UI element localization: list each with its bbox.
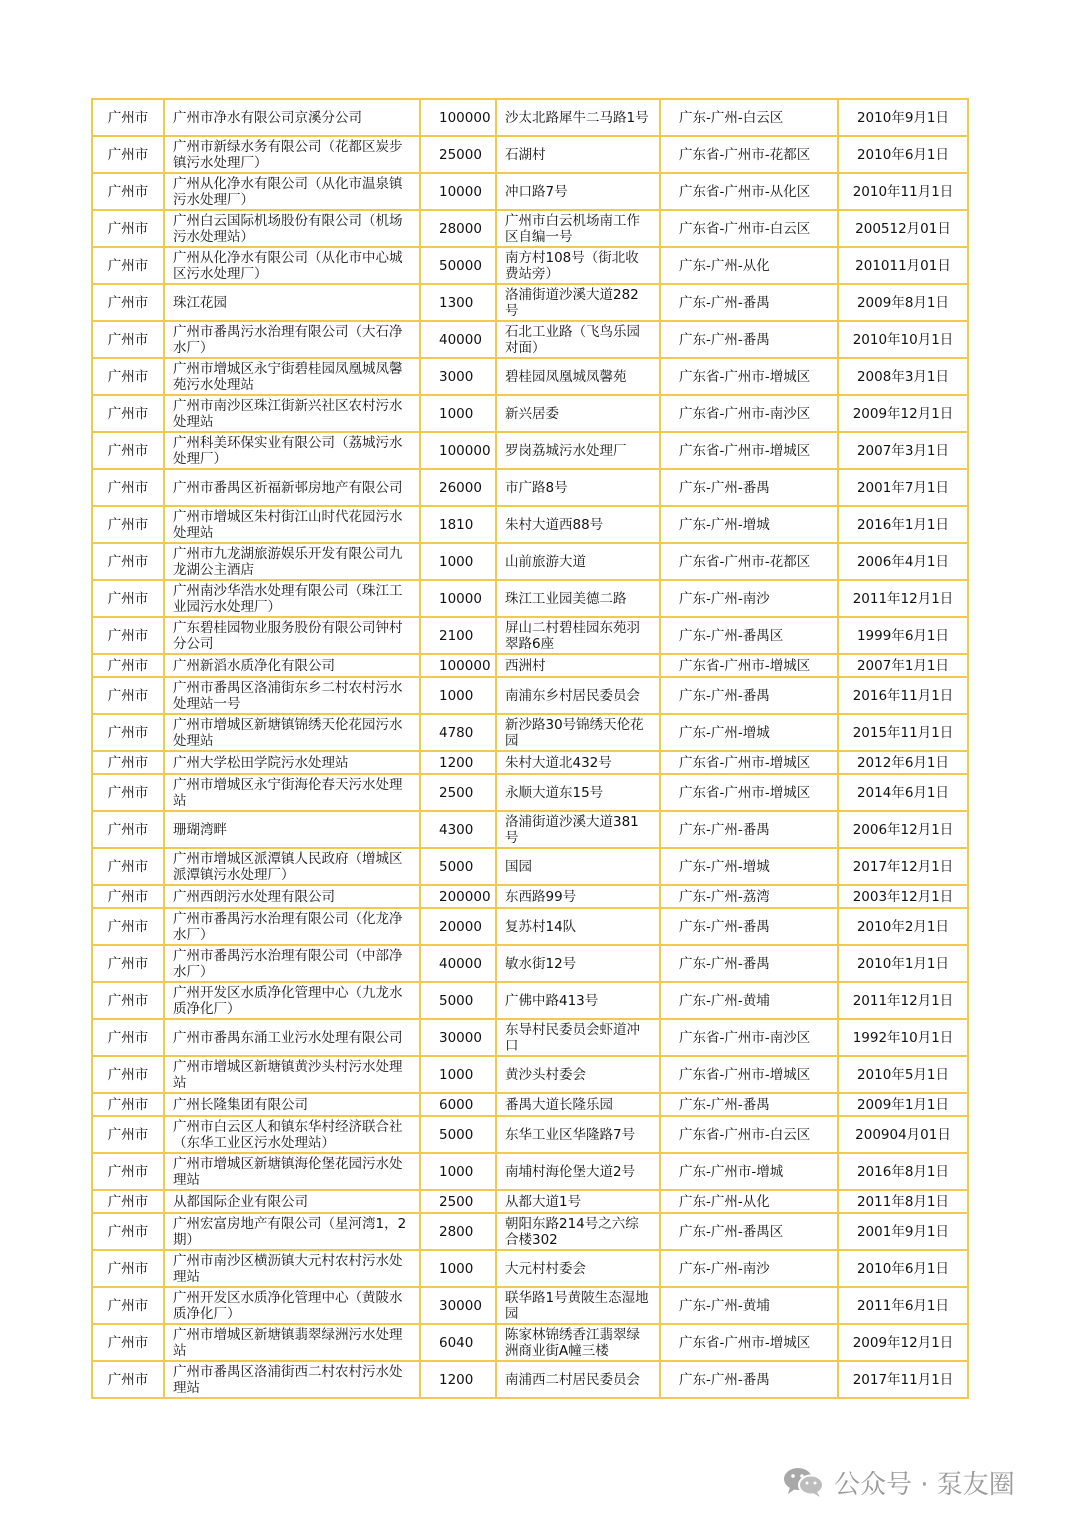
capacity-cell: 4300 (420, 811, 496, 848)
region-cell: 广东省-广州市-增城区 (660, 1324, 838, 1361)
city-cell: 广州市 (92, 677, 164, 714)
region-cell: 广东-广州-番禺 (660, 908, 838, 945)
region-cell: 广东省-广州市-白云区 (660, 1116, 838, 1153)
table-row (92, 945, 968, 982)
address-cell: 罗岗荔城污水处理厂 (496, 432, 660, 469)
facility-name-cell: 广州科美环保实业有限公司（荔城污水处理厂） (164, 432, 420, 469)
address-cell: 朱村大道北432号 (496, 751, 660, 774)
region-cell: 广东省-广州市-南沙区 (660, 395, 838, 432)
city-cell: 广州市 (92, 1116, 164, 1153)
capacity-cell: 1000 (420, 543, 496, 580)
facility-name-cell: 广州市增城区派潭镇人民政府（增城区派潭镇污水处理厂） (164, 848, 420, 885)
date-cell: 2009年12月1日 (838, 395, 968, 432)
table-row (92, 543, 968, 580)
table-row (92, 1190, 968, 1213)
table-row (92, 908, 968, 945)
date-cell: 2007年1月1日 (838, 654, 968, 677)
city-cell: 广州市 (92, 358, 164, 395)
facility-name-cell: 广州市增城区新塘镇黄沙头村污水处理站 (164, 1056, 420, 1093)
address-cell: 广州市白云机场南工作区自编一号 (496, 210, 660, 247)
facility-name-cell: 广州市番禺污水治理有限公司（大石净水厂） (164, 321, 420, 358)
facility-name-cell: 广州大学松田学院污水处理站 (164, 751, 420, 774)
capacity-cell: 30000 (420, 1019, 496, 1056)
facility-name-cell: 广州从化净水有限公司（从化市温泉镇污水处理厂） (164, 173, 420, 210)
city-cell: 广州市 (92, 1019, 164, 1056)
facility-name-cell: 广州市番禺区祈福新邨房地产有限公司 (164, 469, 420, 506)
facility-name-cell: 广州白云国际机场股份有限公司（机场污水处理站） (164, 210, 420, 247)
city-cell: 广州市 (92, 506, 164, 543)
date-cell: 2011年8月1日 (838, 1190, 968, 1213)
region-cell: 广东省-广州市-增城区 (660, 1056, 838, 1093)
city-cell: 广州市 (92, 751, 164, 774)
date-cell: 2009年8月1日 (838, 284, 968, 321)
capacity-cell: 10000 (420, 580, 496, 617)
region-cell: 广东-广州-番禺 (660, 677, 838, 714)
region-cell: 广东-广州-增城 (660, 714, 838, 751)
facility-name-cell: 广州南沙华浩水处理有限公司（珠江工业园污水处理厂） (164, 580, 420, 617)
region-cell: 广东-广州-白云区 (660, 99, 838, 136)
capacity-cell: 5000 (420, 982, 496, 1019)
city-cell: 广州市 (92, 1213, 164, 1250)
facility-name-cell: 广州市番禺污水治理有限公司（化龙净水厂） (164, 908, 420, 945)
facility-name-cell: 广州开发区水质净化管理中心（黄陂水质净化厂） (164, 1287, 420, 1324)
address-cell: 冲口路7号 (496, 173, 660, 210)
city-cell: 广州市 (92, 1093, 164, 1116)
capacity-cell: 1000 (420, 677, 496, 714)
table-row (92, 1093, 968, 1116)
table-row (92, 506, 968, 543)
date-cell: 200512月01日 (838, 210, 968, 247)
address-cell: 洛浦街道沙溪大道282号 (496, 284, 660, 321)
facility-name-cell: 广州市增城区新塘镇锦绣天伦花园污水处理站 (164, 714, 420, 751)
facility-name-cell: 广州新滔水质净化有限公司 (164, 654, 420, 677)
facility-name-cell: 广东碧桂园物业服务股份有限公司钟村分公司 (164, 617, 420, 654)
city-cell: 广州市 (92, 1190, 164, 1213)
region-cell: 广东省-广州市-从化区 (660, 173, 838, 210)
date-cell: 2010年9月1日 (838, 99, 968, 136)
facility-name-cell: 广州长隆集团有限公司 (164, 1093, 420, 1116)
facility-name-cell: 广州市新绿水务有限公司（花都区炭步镇污水处理厂） (164, 136, 420, 173)
date-cell: 2008年3月1日 (838, 358, 968, 395)
facility-name-cell: 广州市增城区永宁街海伦春天污水处理站 (164, 774, 420, 811)
date-cell: 2001年7月1日 (838, 469, 968, 506)
date-cell: 2011年12月1日 (838, 580, 968, 617)
address-cell: 敏水街12号 (496, 945, 660, 982)
region-cell: 广东-广州-从化 (660, 247, 838, 284)
date-cell: 2010年2月1日 (838, 908, 968, 945)
address-cell: 朝阳东路214号之六综合楼302 (496, 1213, 660, 1250)
region-cell: 广东-广州-番禺 (660, 284, 838, 321)
region-cell: 广东省-广州市-增城区 (660, 654, 838, 677)
date-cell: 2010年1月1日 (838, 945, 968, 982)
table-row (92, 284, 968, 321)
address-cell: 市广路8号 (496, 469, 660, 506)
city-cell: 广州市 (92, 247, 164, 284)
city-cell: 广州市 (92, 136, 164, 173)
capacity-cell: 100000 (420, 654, 496, 677)
table-row (92, 848, 968, 885)
address-cell: 新沙路30号锦绣天伦花园 (496, 714, 660, 751)
table-row (92, 654, 968, 677)
city-cell: 广州市 (92, 395, 164, 432)
region-cell: 广东-广州-黄埔 (660, 1287, 838, 1324)
date-cell: 2001年9月1日 (838, 1213, 968, 1250)
address-cell: 复苏村14队 (496, 908, 660, 945)
capacity-cell: 5000 (420, 848, 496, 885)
date-cell: 2009年1月1日 (838, 1093, 968, 1116)
table-row (92, 173, 968, 210)
facility-name-cell: 从都国际企业有限公司 (164, 1190, 420, 1213)
facility-name-cell: 广州市九龙湖旅游娱乐开发有限公司九龙湖公主酒店 (164, 543, 420, 580)
region-cell: 广东-广州-从化 (660, 1190, 838, 1213)
region-cell: 广东-广州-增城 (660, 506, 838, 543)
wechat-icon (782, 1465, 826, 1499)
table-row (92, 885, 968, 908)
address-cell: 碧桂园凤凰城凤馨苑 (496, 358, 660, 395)
region-cell: 广东省-广州市-花都区 (660, 543, 838, 580)
date-cell: 2017年12月1日 (838, 848, 968, 885)
address-cell: 从都大道1号 (496, 1190, 660, 1213)
capacity-cell: 100000 (420, 99, 496, 136)
date-cell: 1992年10月1日 (838, 1019, 968, 1056)
watermark-text: 公众号 · 泵友圈 (834, 1469, 1015, 1500)
region-cell: 广东省-广州市-增城区 (660, 358, 838, 395)
facility-name-cell: 广州市增城区新塘镇翡翠绿洲污水处理站 (164, 1324, 420, 1361)
address-cell: 屏山二村碧桂园东苑羽翠路6座 (496, 617, 660, 654)
date-cell: 2011年6月1日 (838, 1287, 968, 1324)
city-cell: 广州市 (92, 1153, 164, 1190)
table-row (92, 1213, 968, 1250)
date-cell: 2017年11月1日 (838, 1361, 968, 1398)
table-row (92, 714, 968, 751)
address-cell: 联华路1号黄陂生态湿地园 (496, 1287, 660, 1324)
city-cell: 广州市 (92, 982, 164, 1019)
facility-name-cell: 广州市番禺污水治理有限公司（中部净水厂） (164, 945, 420, 982)
facility-name-cell: 广州市南沙区横沥镇大元村农村污水处理站 (164, 1250, 420, 1287)
capacity-cell: 10000 (420, 173, 496, 210)
address-cell: 广佛中路413号 (496, 982, 660, 1019)
city-cell: 广州市 (92, 714, 164, 751)
capacity-cell: 5000 (420, 1116, 496, 1153)
capacity-cell: 6040 (420, 1324, 496, 1361)
date-cell: 2009年12月1日 (838, 1324, 968, 1361)
facility-name-cell: 广州开发区水质净化管理中心（九龙水质净化厂） (164, 982, 420, 1019)
city-cell: 广州市 (92, 617, 164, 654)
city-cell: 广州市 (92, 99, 164, 136)
table-row (92, 358, 968, 395)
region-cell: 广东-广州-黄埔 (660, 982, 838, 1019)
table-row (92, 982, 968, 1019)
city-cell: 广州市 (92, 885, 164, 908)
address-cell: 南浦西二村居民委员会 (496, 1361, 660, 1398)
date-cell: 1999年6月1日 (838, 617, 968, 654)
address-cell: 东导村民委员会虾道冲口 (496, 1019, 660, 1056)
date-cell: 2003年12月1日 (838, 885, 968, 908)
capacity-cell: 200000 (420, 885, 496, 908)
address-cell: 洛浦街道沙溪大道381号 (496, 811, 660, 848)
address-cell: 西洲村 (496, 654, 660, 677)
date-cell: 2016年11月1日 (838, 677, 968, 714)
address-cell: 珠江工业园美德二路 (496, 580, 660, 617)
table-row (92, 1116, 968, 1153)
capacity-cell: 6000 (420, 1093, 496, 1116)
city-cell: 广州市 (92, 945, 164, 982)
city-cell: 广州市 (92, 173, 164, 210)
address-cell: 石湖村 (496, 136, 660, 173)
capacity-cell: 1200 (420, 1361, 496, 1398)
region-cell: 广东-广州-南沙 (660, 1250, 838, 1287)
city-cell: 广州市 (92, 774, 164, 811)
facility-name-cell: 广州市白云区人和镇东华村经济联合社（东华工业区污水处理站） (164, 1116, 420, 1153)
table-row (92, 1153, 968, 1190)
capacity-cell: 20000 (420, 908, 496, 945)
table-row (92, 774, 968, 811)
facility-name-cell: 广州宏富房地产有限公司（星河湾1，2期） (164, 1213, 420, 1250)
address-cell: 南浦东乡村居民委员会 (496, 677, 660, 714)
region-cell: 广东省-广州市-白云区 (660, 210, 838, 247)
city-cell: 广州市 (92, 321, 164, 358)
facility-name-cell: 广州市增城区朱村街江山时代花园污水处理站 (164, 506, 420, 543)
date-cell: 2016年8月1日 (838, 1153, 968, 1190)
facility-table (91, 98, 969, 1399)
date-cell: 200904月01日 (838, 1116, 968, 1153)
region-cell: 广东省-广州市-花都区 (660, 136, 838, 173)
capacity-cell: 2800 (420, 1213, 496, 1250)
region-cell: 广东-广州-番禺区 (660, 617, 838, 654)
region-cell: 广东-广州-番禺 (660, 1093, 838, 1116)
city-cell: 广州市 (92, 654, 164, 677)
table-row (92, 1287, 968, 1324)
table-row (92, 1019, 968, 1056)
city-cell: 广州市 (92, 1056, 164, 1093)
region-cell: 广东-广州-荔湾 (660, 885, 838, 908)
capacity-cell: 1300 (420, 284, 496, 321)
date-cell: 2006年12月1日 (838, 811, 968, 848)
address-cell: 东华工业区华隆路7号 (496, 1116, 660, 1153)
capacity-cell: 25000 (420, 136, 496, 173)
region-cell: 广东省-广州市-增城区 (660, 774, 838, 811)
date-cell: 2015年11月1日 (838, 714, 968, 751)
region-cell: 广东-广州-南沙 (660, 580, 838, 617)
table-row (92, 99, 968, 136)
region-cell: 广东省-广州市-增城区 (660, 432, 838, 469)
capacity-cell: 30000 (420, 1287, 496, 1324)
region-cell: 广东省-广州市-南沙区 (660, 1019, 838, 1056)
region-cell: 广东-广州-增城 (660, 848, 838, 885)
table-row (92, 395, 968, 432)
capacity-cell: 40000 (420, 321, 496, 358)
date-cell: 2006年4月1日 (838, 543, 968, 580)
facility-name-cell: 广州从化净水有限公司（从化市中心城区污水处理厂） (164, 247, 420, 284)
table-row (92, 1361, 968, 1398)
date-cell: 2010年5月1日 (838, 1056, 968, 1093)
city-cell: 广州市 (92, 210, 164, 247)
capacity-cell: 2500 (420, 1190, 496, 1213)
capacity-cell: 40000 (420, 945, 496, 982)
address-cell: 山前旅游大道 (496, 543, 660, 580)
city-cell: 广州市 (92, 1287, 164, 1324)
address-cell: 朱村大道西88号 (496, 506, 660, 543)
city-cell: 广州市 (92, 432, 164, 469)
table-row (92, 617, 968, 654)
table-row (92, 247, 968, 284)
address-cell: 大元村村委会 (496, 1250, 660, 1287)
table-row (92, 469, 968, 506)
region-cell: 广东-广州-番禺 (660, 1361, 838, 1398)
address-cell: 番禺大道长隆乐园 (496, 1093, 660, 1116)
address-cell: 国园 (496, 848, 660, 885)
capacity-cell: 26000 (420, 469, 496, 506)
address-cell: 东西路99号 (496, 885, 660, 908)
facility-table-body (92, 99, 968, 1398)
table-row (92, 321, 968, 358)
city-cell: 广州市 (92, 1250, 164, 1287)
city-cell: 广州市 (92, 848, 164, 885)
date-cell: 2016年1月1日 (838, 506, 968, 543)
table-row (92, 751, 968, 774)
facility-name-cell: 广州市净水有限公司京溪分公司 (164, 99, 420, 136)
capacity-cell: 4780 (420, 714, 496, 751)
date-cell: 2010年10月1日 (838, 321, 968, 358)
capacity-cell: 100000 (420, 432, 496, 469)
region-cell: 广东省-广州市-增城区 (660, 751, 838, 774)
date-cell: 2014年6月1日 (838, 774, 968, 811)
address-cell: 南埔村海伦堡大道2号 (496, 1153, 660, 1190)
facility-name-cell: 珊瑚湾畔 (164, 811, 420, 848)
address-cell: 新兴居委 (496, 395, 660, 432)
address-cell: 沙太北路犀牛二马路1号 (496, 99, 660, 136)
facility-name-cell: 广州市番禺区洛浦街东乡二村农村污水处理站一号 (164, 677, 420, 714)
date-cell: 2012年6月1日 (838, 751, 968, 774)
facility-name-cell: 广州市南沙区珠江街新兴社区农村污水处理站 (164, 395, 420, 432)
date-cell: 2010年6月1日 (838, 136, 968, 173)
capacity-cell: 2100 (420, 617, 496, 654)
facility-name-cell: 珠江花园 (164, 284, 420, 321)
address-cell: 南方村108号（街北收费站旁） (496, 247, 660, 284)
date-cell: 201011月01日 (838, 247, 968, 284)
table-row (92, 136, 968, 173)
facility-name-cell: 广州市番禺区洛浦街西二村农村污水处理站 (164, 1361, 420, 1398)
capacity-cell: 1200 (420, 751, 496, 774)
table-row (92, 1056, 968, 1093)
watermark (782, 1462, 1015, 1502)
capacity-cell: 1810 (420, 506, 496, 543)
table-row (92, 677, 968, 714)
capacity-cell: 1000 (420, 1056, 496, 1093)
capacity-cell: 1000 (420, 1250, 496, 1287)
capacity-cell: 2500 (420, 774, 496, 811)
region-cell: 广东-广州-番禺 (660, 811, 838, 848)
facility-name-cell: 广州市番禺东涌工业污水处理有限公司 (164, 1019, 420, 1056)
capacity-cell: 28000 (420, 210, 496, 247)
capacity-cell: 1000 (420, 1153, 496, 1190)
address-cell: 黄沙头村委会 (496, 1056, 660, 1093)
region-cell: 广东-广州-番禺区 (660, 1213, 838, 1250)
city-cell: 广州市 (92, 908, 164, 945)
facility-name-cell: 广州市增城区新塘镇海伦堡花园污水处理站 (164, 1153, 420, 1190)
table-row (92, 432, 968, 469)
date-cell: 2010年6月1日 (838, 1250, 968, 1287)
region-cell: 广东-广州-番禺 (660, 469, 838, 506)
date-cell: 2011年12月1日 (838, 982, 968, 1019)
address-cell: 石北工业路（飞鸟乐园对面） (496, 321, 660, 358)
city-cell: 广州市 (92, 469, 164, 506)
table-row (92, 1250, 968, 1287)
capacity-cell: 50000 (420, 247, 496, 284)
address-cell: 永顺大道东15号 (496, 774, 660, 811)
capacity-cell: 1000 (420, 395, 496, 432)
city-cell: 广州市 (92, 811, 164, 848)
date-cell: 2010年11月1日 (838, 173, 968, 210)
address-cell: 陈家林锦绣香江翡翠绿洲商业街A幢三楼 (496, 1324, 660, 1361)
city-cell: 广州市 (92, 1361, 164, 1398)
facility-name-cell: 广州市增城区永宁街碧桂园凤凰城凤馨苑污水处理站 (164, 358, 420, 395)
table-row (92, 580, 968, 617)
date-cell: 2007年3月1日 (838, 432, 968, 469)
table-row (92, 210, 968, 247)
capacity-cell: 3000 (420, 358, 496, 395)
region-cell: 广东-广州市-增城 (660, 1153, 838, 1190)
region-cell: 广东-广州-番禺 (660, 945, 838, 982)
table-row (92, 811, 968, 848)
city-cell: 广州市 (92, 543, 164, 580)
city-cell: 广州市 (92, 580, 164, 617)
city-cell: 广州市 (92, 1324, 164, 1361)
facility-name-cell: 广州西朗污水处理有限公司 (164, 885, 420, 908)
table-row (92, 1324, 968, 1361)
region-cell: 广东-广州-番禺 (660, 321, 838, 358)
city-cell: 广州市 (92, 284, 164, 321)
